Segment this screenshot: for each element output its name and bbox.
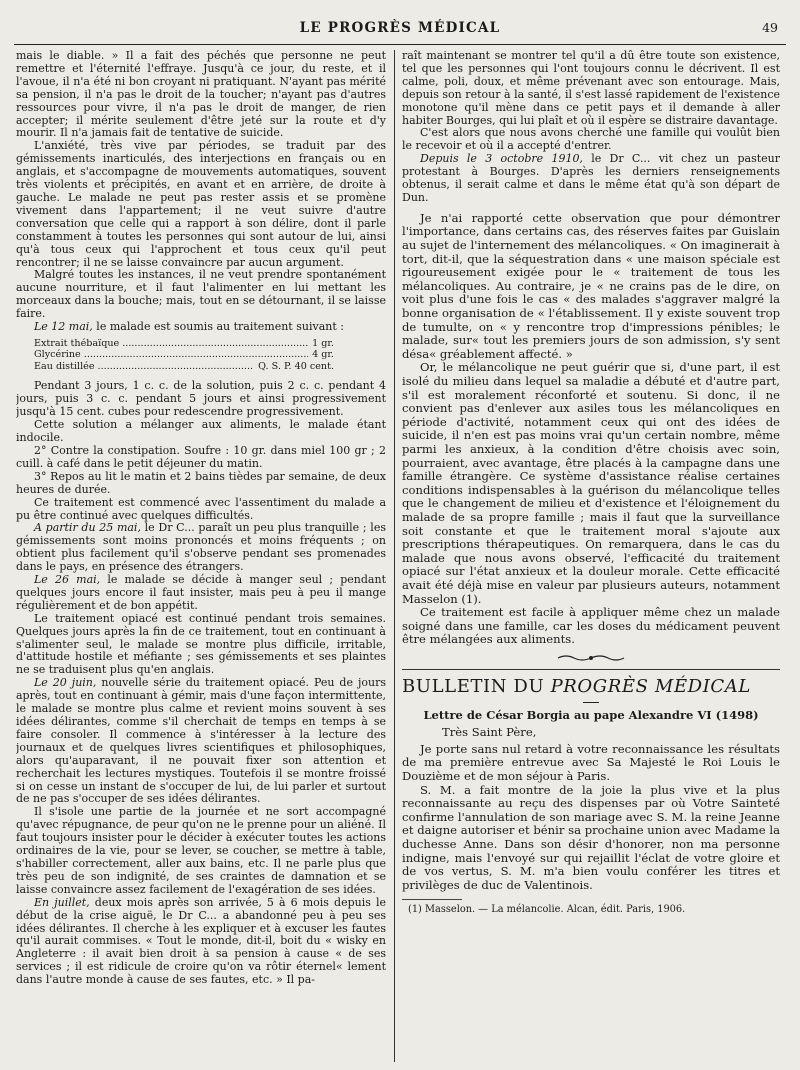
page-number: 49 — [762, 20, 778, 35]
paragraph: Le traitement opiacé est continué pendant trois semaines. Quelques jours après la fin de ce traitement, tout en continuant à s'alimenter seul, le malade se montre plus difficile, irritable, d'attitude hostile et méfiante ; ses gémissements et ses plaintes ne se traduisent plus qu'en anglais. — [16, 611, 386, 677]
ornament-divider — [402, 653, 780, 663]
paragraph: 3° Repos au lit le matin et 2 bains tièdes par semaine, de deux heures de durée. — [16, 469, 386, 496]
paragraph: raît maintenant se montrer tel qu'il a dû être toute son existence, tel que les personnes qui l'ont toujours connu le décrivent. Il est calme, poli, doux, et même prévenant avec son entourage. Mais, depuis son retour à la santé, il s'est lassé rapidement de l'existence monotone qu'il mène dans ce petit pays et il demande à aller habiter Bourges, qui lui plaît et où il espère se distraire davantage. — [402, 50, 780, 127]
section-title-part: BULLETIN DU — [402, 675, 551, 697]
prescription-line — [34, 361, 334, 373]
paragraph — [16, 574, 386, 613]
paragraph: Ce traitement est facile à appliquer même chez un malade soigné dans une famille, car les doses du médicament peuvent être mélangées aux aliments. — [402, 605, 780, 647]
quantity: 4 gr. — [312, 349, 334, 361]
paragraph: Il s'isole une partie de la journée et ne sort accompagné qu'avec répugnance, de peur qu'on ne le prenne pour un aliéné. Il faut toujours insister pour le décider à exécuter toutes les actions ordinaires de la vie, pour se lever, se coucher, se mettre à table, s'habiller correctement, aller aux bains, etc. Il ne parle plus que très peu de son indignité, de ses craintes de damnation et se laisse convaincre assez facilement de l'exagération de ses idées. — [16, 805, 386, 896]
paragraph-text: nouvelle série du traitement opiacé. Peu de jours après, tout en continuant à gémir, mais d'une façon intermittente, le malade se montre plus calme et revient moins souvent à ses idées délirantes, comme s'il cherchait de temps en temps à se faire consoler. Il commence à s'intéresser à la lecture des journaux et de quelques livres scientifiques et philosophiques, alors qu'auparavant, il ne pouvait fixer son attention et recherchait les lectures mystiques. Toutefois il se montre froissé si on cesse un instant de s'occuper de lui, de lui parler et surtout de ne pas s'occuper de ses idées délirantes. — [16, 676, 386, 806]
right-column — [402, 50, 780, 1058]
paragraph: Or, le mélancolique ne peut guérir que si, d'une part, il est isolé du milieu dans lequel sa maladie a débuté et d'autre part, s'il est moralement réconforté et soutenu. Si donc, il ne convient pas d'enlever aux asiles tous les mélancoliques en période d'activité, notamment ceux qui ont des idées de suicide, il n'en est pas moins vrai qu'un certain nombre, même parmi les anxieux, à la condition d'être choisis avec soin, pourraient, avec avantage, être placés à la campagne dans une famille étrangère. Ce système d'assistance réalise certaines conditions indispensables à la guérison du mélancolique telles que le changement de milieu et d'existence et l'éloignement du malade de sa propre famille ; mais il faut que la surveillance soit constante et que le traitement moral s'ajoute aux prescriptions thérapeutiques. On remarquera, dans le cas du malade que nous avons observé, l'efficacité du traitement opiacé sur l'état anxieux et la douleur morale. Cette efficacité avait été déjà mise en valeur par plusieurs auteurs, notamment Masselon (1). — [402, 360, 780, 606]
date-italic: Le 26 mai, — [34, 573, 101, 587]
paragraph: 2° Contre la constipation. Soufre : 10 gr. dans miel 100 gr ; 2 cuill. à café dans le petit déjeuner du matin. — [16, 443, 386, 470]
date-italic: En juillet, — [34, 895, 90, 909]
paragraph — [16, 677, 386, 806]
paragraph: Pendant 3 jours, 1 c. c. de la solution, puis 2 c. c. pendant 4 jours, puis 3 c. c. pendant 5 jours et ainsi progressivement jusqu'à 15 cent. cubes pour redescendre progressivement. — [16, 379, 386, 419]
prescription-line — [34, 338, 334, 350]
footnote-rule — [402, 899, 462, 900]
footnote: (1) Masselon. — La mélancolie. Alcan, édit. Paris, 1906. — [408, 904, 686, 916]
paragraph — [16, 522, 386, 574]
quantity: Q. S. P. 40 cent. — [258, 360, 334, 372]
paragraph-text: le Dr C... vit chez un pasteur protestant à Bourges. D'après les derniers renseignements obtenus, il serait calme et dans le même état qu'à son départ de Dun. — [402, 152, 780, 204]
paragraph: Je n'ai rapporté cette observation que pour démontrer l'importance, dans certains cas, des réserves faites par Guislain au sujet de l'internement des mélancoliques. « On imaginerait à tort, dit-il, que la séquestration dans « une maison spéciale est rigoureusement exigée pour le « traitement de tous les mélancoliques. Au contraire, je « ne crains pas de le dire, on voit plus d'une fois le cas « des malades s'aggraver malgré la bonne organisation de « l'établissement. Il y existe souvent trop de tumulte, on « y rencontre trop d'impressions pénibles; le malade, sur« tout les premiers jours de son admission, s'y sent désa« gréablement affecté. » — [402, 210, 780, 361]
paragraph: Cette solution a mélanger aux aliments, le malade étant indocile. — [16, 418, 386, 445]
ingredient: Extrait thébaïque ..... — [34, 338, 308, 350]
paragraph-text: le malade est soumis au traitement suivant : — [92, 320, 344, 334]
date-italic: Le 12 mai, — [34, 320, 93, 334]
left-column — [16, 50, 386, 1058]
paragraph: mais le diable. » Il a fait des péchés que personne ne peut remettre et l'éternité l'effraye. Jusqu'à ce jour, du reste, et il l'avoue, il n'a été ni bon croyant ni pratiquant. N'ayant pas mérité sa pension, il n'a pas le droit de la toucher; n'ayant pas d'autres ressources pour vivre, il n'a pas le droit de manger, de rien accepter; il mérite seulement d'être jeté sur la route et d'y mourir. Il n'a jamais fait de tentative de suicide. — [16, 50, 386, 140]
date-italic: A partir du 25 mai, — [34, 521, 141, 535]
ornament-icon — [556, 653, 626, 663]
journal-title: LE PROGRÈS MÉDICAL — [299, 20, 501, 36]
ingredient: Glycérine ..... — [34, 349, 308, 361]
paragraph: Je porte sans nul retard à votre reconnaissance les résultats de ma première entrevue avec Sa Majesté le Roi Louis le Douzième et de mon séjour à Paris. — [402, 741, 780, 783]
paragraph: L'anxiété, très vive par périodes, se traduit par des gémissements inarticulés, des interjections en français ou en anglais, et s'accompagne de mouvements automatiques, souvent très violents et précipités, en avant et en arrière, de droite à gauche. Le malade ne peut pas rester assis et se promène vivement dans l'appartement; il ne veut suivre d'autre conversation que celle qui a rapport à son délire, dont il parle constamment à toutes les personnes qui sont autour de lui, ainsi qu'à tous ceux qui l'approchent et tous ceux qu'il peut rencontrer; il ne se laisse convaincre par aucun argument. — [16, 139, 386, 269]
paragraph-text: le Dr C... paraît un peu plus tranquille ; les gémissements sont moins prononcés et moins fréquents ; on obtient plus facilement qu'il s'observe pendant ses promenades dans le pays, en présence des étrangers. — [16, 521, 386, 574]
ingredient: Eau distillée ..... — [34, 361, 254, 373]
quantity: 1 gr. — [312, 337, 334, 349]
paragraph — [16, 321, 386, 334]
page-header — [14, 14, 786, 45]
section-title — [402, 669, 780, 698]
paragraph-text: le malade se décide à manger seul ; pendant quelques jours encore il faut insister, mais peu à peu il mange régulièrement et de bon appétit. — [16, 573, 386, 612]
paragraph-text: deux mois après son arrivée, 5 à 6 mois depuis le début de la crise aiguë, le Dr C... a abandonné peu à peu ses idées délirantes. Il cherche à les expliquer et à excuser les fautes qu'il aurait commises. « Tout le monde, dit-il, boit du « wisky en Angleterre : il avait bien droit à sa pension à cause « de ses services ; il est ridicule de croire qu'on va rôtir éternel« lement dans l'autre monde à cause de ses fautes, etc. » Il pa- — [16, 895, 386, 987]
section-title-italic: PROGRÈS MÉDICAL — [550, 675, 751, 697]
paragraph — [16, 897, 386, 987]
date-italic: Depuis le 3 octobre 1910, — [420, 152, 583, 166]
paragraph: Malgré toutes les instances, il ne veut prendre spontanément aucune nourriture, et il faut l'alimenter en lui mettant les morceaux dans la bouche; mais, tout en se détournant, il se laisse faire. — [16, 268, 386, 321]
prescription — [34, 338, 334, 373]
title-dash — [583, 702, 599, 703]
date-italic: Le 20 juin, — [34, 676, 97, 690]
paragraph: Ce traitement est commencé avec l'assentiment du malade a pu être continué avec quelques difficultés. — [16, 495, 386, 522]
prescription-line — [34, 349, 334, 361]
salutation: Très Saint Père, — [442, 725, 537, 740]
letter-title: Lettre de César Borgia au pape Alexandre VI (1498) — [423, 708, 759, 723]
paragraph: S. M. a fait montre de la joie la plus vive et la plus reconnaissante au reçu des dispenses par où Votre Sainteté confirme l'annulation de son mariage avec S. M. la reine Jeanne et daigne autoriser et bénir sa prochaine union avec Madame la duchesse Anne. Dans son désir d'honorer, non ma personne indigne, mais l'envoyé sur qui rejaillit l'éclat de votre gloire et de vos vertus, S. M. m'a bien voulu conférer les titres et privilèges de duc de Valentinois. — [402, 782, 780, 892]
column-divider — [394, 50, 395, 1062]
paragraph — [402, 153, 780, 205]
paragraph: C'est alors que nous avons cherché une famille qui voulût bien le recevoir et où il a accepté d'entrer. — [402, 126, 780, 153]
